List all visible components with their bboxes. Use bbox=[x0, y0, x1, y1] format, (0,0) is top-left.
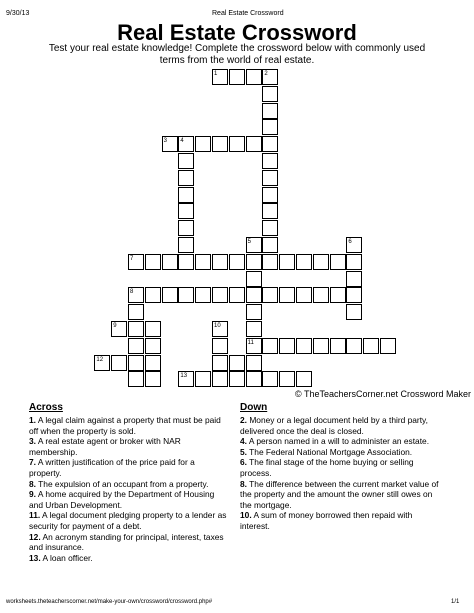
credit-text: © TheTeachersCorner.net Crossword Maker bbox=[295, 389, 472, 399]
grid-cell[interactable] bbox=[145, 321, 161, 337]
clue-text: Money or a legal document held by a third party, delivered once the deal is closed. bbox=[240, 415, 428, 436]
clue-text: A home acquired by the Department of Housing and Urban Development. bbox=[29, 489, 215, 510]
footer-url: worksheets.theteacherscorner.net/make-your-own/crossword/crossword.php# bbox=[6, 599, 213, 605]
grid-cell[interactable] bbox=[246, 136, 262, 152]
clue-number: 13. bbox=[29, 552, 41, 563]
grid-cell[interactable] bbox=[262, 371, 278, 387]
grid-cell[interactable] bbox=[94, 355, 110, 371]
clue-number: 5. bbox=[240, 446, 247, 457]
grid-cell[interactable] bbox=[330, 338, 346, 354]
clue-text: A legal document pledging property to a lender as security for payment of a debt. bbox=[29, 510, 227, 531]
clue-number: 11. bbox=[29, 510, 41, 521]
grid-cell[interactable] bbox=[262, 338, 278, 354]
grid-cell[interactable] bbox=[178, 170, 194, 186]
clue-number: 2. bbox=[240, 415, 247, 425]
grid-cell[interactable] bbox=[145, 371, 161, 387]
grid-cell[interactable] bbox=[246, 69, 262, 85]
grid-cell[interactable] bbox=[262, 187, 278, 203]
grid-cell[interactable] bbox=[313, 338, 329, 354]
grid-cell[interactable] bbox=[296, 371, 312, 387]
grid-cell[interactable] bbox=[162, 287, 178, 303]
grid-cell[interactable] bbox=[195, 287, 211, 303]
grid-clue-number: 10 bbox=[214, 323, 221, 329]
down-clue bbox=[240, 436, 440, 447]
grid-clue-number: 7 bbox=[130, 255, 134, 262]
grid-cell[interactable] bbox=[262, 203, 278, 219]
grid-cell[interactable] bbox=[246, 237, 262, 253]
grid-cell[interactable] bbox=[229, 254, 245, 270]
grid-clue-number: 2 bbox=[264, 71, 268, 77]
clue-text: An acronym standing for principal, interest, taxes and insurance. bbox=[29, 531, 224, 553]
grid-clue-number: 3 bbox=[163, 138, 167, 145]
clue-text: A sum of money borrowed then repaid with interest. bbox=[240, 510, 413, 531]
grid-clue-number: 5 bbox=[247, 239, 251, 245]
down-heading: Down bbox=[240, 402, 268, 413]
grid-cell[interactable] bbox=[178, 187, 194, 203]
across-clues bbox=[29, 402, 229, 563]
grid-cell[interactable] bbox=[262, 170, 278, 186]
clue-number: 10. bbox=[240, 510, 252, 521]
grid-cell[interactable] bbox=[178, 254, 194, 270]
grid-cell[interactable] bbox=[279, 254, 295, 270]
grid-cell[interactable] bbox=[246, 371, 262, 387]
grid-clue-number: 9 bbox=[113, 323, 117, 329]
grid-cell[interactable] bbox=[262, 254, 278, 270]
grid-cell[interactable] bbox=[178, 136, 194, 152]
grid-cell[interactable] bbox=[128, 355, 144, 371]
grid-cell[interactable] bbox=[296, 254, 312, 270]
grid-cell[interactable] bbox=[128, 371, 144, 387]
clue-text: A legal claim against a property that must be paid off when the property is sold. bbox=[29, 415, 221, 436]
grid-cell[interactable] bbox=[262, 103, 278, 119]
grid-cell[interactable] bbox=[346, 254, 362, 270]
grid-cell[interactable] bbox=[262, 119, 278, 135]
down-clues bbox=[240, 402, 440, 532]
grid-cell[interactable] bbox=[111, 355, 127, 371]
clue-text: The expulsion of an occupant from a property. bbox=[36, 478, 209, 489]
grid-cell[interactable] bbox=[178, 203, 194, 219]
clue-text: A real estate agent or broker with NAR membership. bbox=[29, 436, 181, 457]
grid-cell[interactable] bbox=[346, 237, 362, 253]
grid-clue-number: 8 bbox=[130, 289, 134, 296]
down-clue bbox=[240, 415, 440, 436]
grid-cell[interactable] bbox=[212, 371, 228, 387]
grid-clue-number: 13 bbox=[180, 373, 188, 380]
across-clue bbox=[29, 489, 229, 510]
across-clue bbox=[29, 457, 229, 478]
grid-cell[interactable] bbox=[262, 86, 278, 102]
grid-cell[interactable] bbox=[229, 371, 245, 387]
grid-cell[interactable] bbox=[262, 136, 278, 152]
grid-cell[interactable] bbox=[346, 304, 362, 320]
clue-text: The Federal National Mortgage Association. bbox=[247, 446, 413, 457]
grid-cell[interactable] bbox=[363, 338, 379, 354]
grid-cell[interactable] bbox=[330, 254, 346, 270]
grid-cell[interactable] bbox=[178, 220, 194, 236]
grid-cell[interactable] bbox=[246, 321, 262, 337]
across-clue bbox=[29, 415, 229, 436]
clue-number: 12. bbox=[29, 531, 41, 542]
grid-cell[interactable] bbox=[145, 355, 161, 371]
clue-text: A loan officer. bbox=[40, 552, 93, 563]
clue-number: 8. bbox=[29, 478, 36, 489]
grid-cell[interactable] bbox=[128, 287, 144, 303]
grid-cell[interactable] bbox=[246, 271, 262, 287]
grid-cell[interactable] bbox=[111, 321, 127, 337]
grid-cell[interactable] bbox=[212, 321, 228, 337]
grid-cell[interactable] bbox=[246, 304, 262, 320]
clue-number: 6. bbox=[240, 457, 247, 468]
grid-cell[interactable] bbox=[346, 287, 362, 303]
clue-number: 3. bbox=[29, 436, 36, 447]
grid-cell[interactable] bbox=[178, 371, 194, 387]
grid-clue-number: 6 bbox=[348, 239, 352, 245]
grid-cell[interactable] bbox=[262, 237, 278, 253]
grid-cell[interactable] bbox=[262, 287, 278, 303]
across-clue bbox=[29, 532, 229, 553]
clue-text: A written justification of the price paid for a property. bbox=[29, 457, 195, 478]
down-clue bbox=[240, 479, 440, 511]
grid-cell[interactable] bbox=[262, 153, 278, 169]
grid-cell[interactable] bbox=[128, 304, 144, 320]
grid-cell[interactable] bbox=[212, 338, 228, 354]
grid-cell[interactable] bbox=[128, 338, 144, 354]
clue-number: 9. bbox=[29, 489, 36, 500]
grid-cell[interactable] bbox=[195, 254, 211, 270]
grid-cell[interactable] bbox=[262, 220, 278, 236]
across-clue bbox=[29, 553, 229, 564]
down-clue bbox=[240, 510, 440, 531]
grid-clue-number: 1 bbox=[214, 71, 218, 77]
grid-cell[interactable] bbox=[313, 254, 329, 270]
grid-cell[interactable] bbox=[346, 338, 362, 354]
grid-cell[interactable] bbox=[262, 69, 278, 85]
grid-cell[interactable] bbox=[296, 287, 312, 303]
across-clue bbox=[29, 436, 229, 457]
grid-cell[interactable] bbox=[313, 287, 329, 303]
print-page-title: Real Estate Crossword bbox=[212, 10, 284, 17]
down-clue bbox=[240, 457, 440, 478]
grid-clue-number: 11 bbox=[247, 339, 254, 346]
grid-cell[interactable] bbox=[145, 287, 161, 303]
grid-cell[interactable] bbox=[145, 338, 161, 354]
grid-cell[interactable] bbox=[212, 136, 228, 152]
across-clue bbox=[29, 479, 229, 490]
grid-cell[interactable] bbox=[380, 338, 396, 354]
grid-cell[interactable] bbox=[162, 254, 178, 270]
print-date: 9/30/13 bbox=[6, 10, 30, 17]
grid-cell[interactable] bbox=[346, 271, 362, 287]
grid-cell[interactable] bbox=[246, 254, 262, 270]
grid-cell[interactable] bbox=[212, 287, 228, 303]
clue-text: The difference between the current market value of the property and the amount the owner still owes on the mortgage. bbox=[240, 478, 439, 510]
grid-cell[interactable] bbox=[279, 287, 295, 303]
grid-cell[interactable] bbox=[246, 338, 262, 354]
grid-cell[interactable] bbox=[195, 371, 211, 387]
grid-cell[interactable] bbox=[145, 254, 161, 270]
grid-cell[interactable] bbox=[128, 321, 144, 337]
grid-cell[interactable] bbox=[212, 69, 228, 85]
grid-cell[interactable] bbox=[279, 371, 295, 387]
footer-page: 1/1 bbox=[451, 599, 460, 605]
grid-clue-number: 4 bbox=[180, 138, 184, 145]
grid-cell[interactable] bbox=[279, 338, 295, 354]
grid-cell[interactable] bbox=[178, 153, 194, 169]
grid-cell[interactable] bbox=[195, 136, 211, 152]
across-clue bbox=[29, 510, 229, 531]
grid-cell[interactable] bbox=[246, 355, 262, 371]
grid-cell[interactable] bbox=[178, 287, 194, 303]
grid-cell[interactable] bbox=[296, 338, 312, 354]
page-title: Real Estate Crossword bbox=[117, 20, 357, 45]
clue-number: 7. bbox=[29, 457, 36, 468]
clue-number: 4. bbox=[240, 436, 247, 447]
grid-cell[interactable] bbox=[229, 136, 245, 152]
grid-cell[interactable] bbox=[246, 287, 262, 303]
grid-cell[interactable] bbox=[212, 254, 228, 270]
grid-clue-number: 12 bbox=[96, 356, 104, 363]
clue-number: 1. bbox=[29, 415, 36, 425]
grid-cell[interactable] bbox=[229, 355, 245, 371]
across-heading: Across bbox=[29, 402, 63, 413]
grid-cell[interactable] bbox=[128, 254, 144, 270]
clue-number: 8. bbox=[240, 478, 247, 489]
grid-cell[interactable] bbox=[178, 237, 194, 253]
grid-cell[interactable] bbox=[330, 287, 346, 303]
clue-text: The final stage of the home buying or selling process. bbox=[240, 457, 414, 478]
intro-text: Test your real estate knowledge! Complete the crossword below with commonly used terms from the world of real estate. bbox=[48, 43, 426, 66]
clue-text: A person named in a will to administer an estate. bbox=[247, 436, 430, 447]
grid-cell[interactable] bbox=[229, 287, 245, 303]
grid-cell[interactable] bbox=[162, 136, 178, 152]
grid-cell[interactable] bbox=[212, 355, 228, 371]
grid-cell[interactable] bbox=[229, 69, 245, 85]
down-clue bbox=[240, 447, 440, 458]
